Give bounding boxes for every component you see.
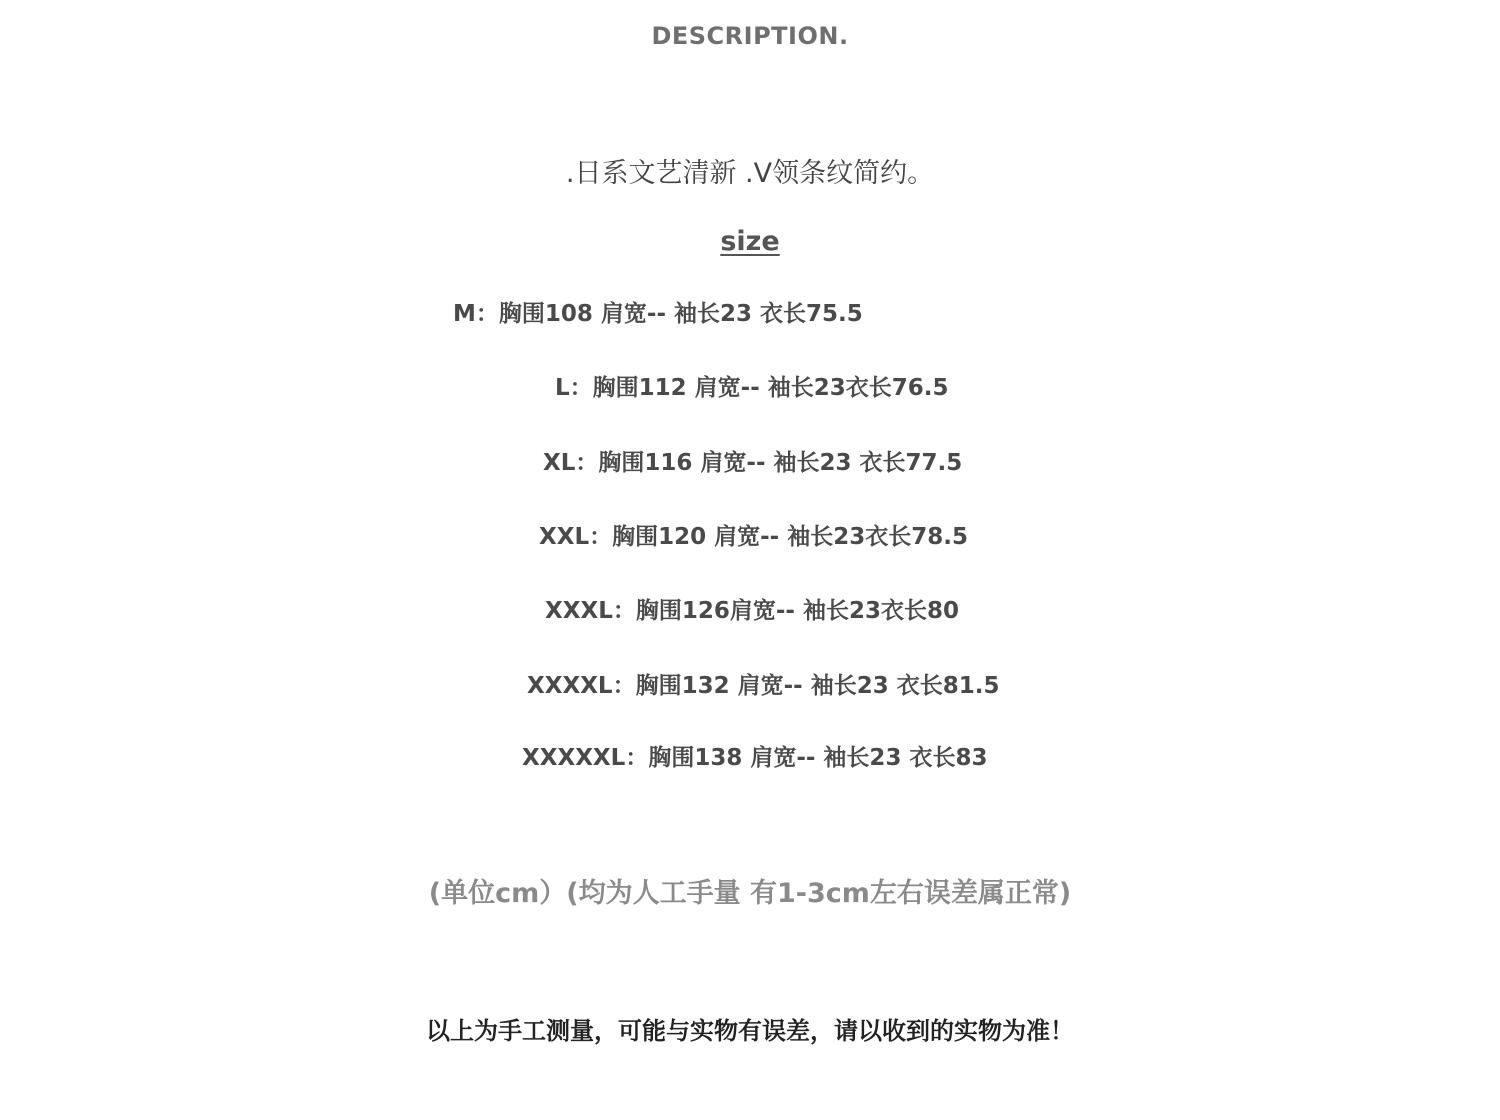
size-row-xxxl: XXXL：胸围126肩宽-- 袖长23衣长80 <box>545 598 959 624</box>
size-row-xl: XL：胸围116 肩宽-- 袖长23 衣长77.5 <box>543 450 963 476</box>
product-subtitle: .日系文艺清新 .V领条纹简约。 <box>565 158 935 189</box>
size-row-xxl: XXL：胸围120 肩宽-- 袖长23衣长78.5 <box>539 524 968 550</box>
size-section-title: size <box>720 226 780 257</box>
measurement-disclaimer: 以上为手工测量，可能与实物有误差，请以收到的实物为准！ <box>426 1017 1074 1045</box>
size-row-xxxxxl: XXXXXL：胸围138 肩宽-- 袖长23 衣长83 <box>522 745 988 771</box>
size-row-xxxxl: XXXXL：胸围132 肩宽-- 袖长23 衣长81.5 <box>527 673 1000 699</box>
size-row-m: M：胸围108 肩宽-- 袖长23 衣长75.5 <box>453 301 863 327</box>
description-heading: DESCRIPTION. <box>651 22 849 50</box>
size-row-l: L：胸围112 肩宽-- 袖长23衣长76.5 <box>555 375 949 401</box>
measurement-unit-note: (单位cm）(均为人工手量 有1-3cm左右误差属正常) <box>428 878 1072 909</box>
